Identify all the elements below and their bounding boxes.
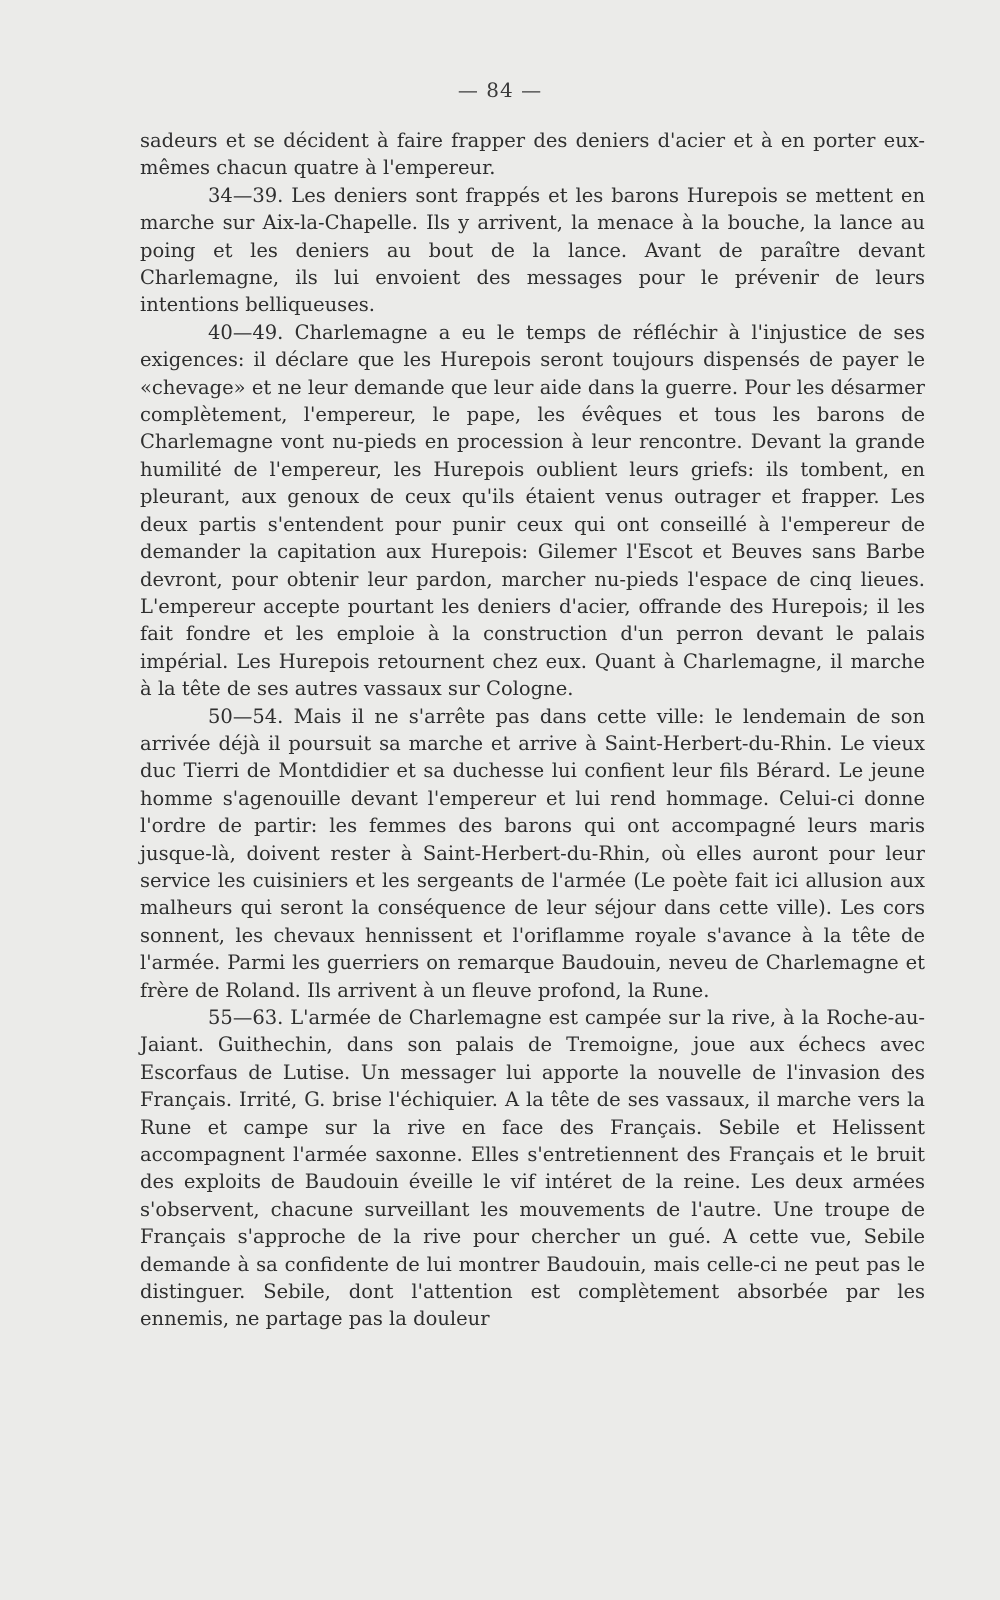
paragraph-text: Les deniers sont frappés et les barons Hurepois se mettent en marche sur Aix-la-Chapelle. Ils y arrivent, la menace à la bouche, la lance au poing et les deniers au bout de la lance. Avant de paraître devant Charlemagne, ils lui envoient des messages pour le prévenir de leurs intentions belliqueuses. xyxy=(140,183,925,317)
paragraph-50-54 xyxy=(140,703,925,1004)
paragraph-34-39 xyxy=(140,182,925,319)
paragraph-number: 55—63. xyxy=(208,1006,284,1029)
paragraph-text: L'armée de Charlemagne est campée sur la rive, à la Roche-au-Jaiant. Guithechin, dans son palais de Tremoigne, joue aux échecs avec Escorfaus de Lutise. Un messager lui apporte la nouvelle de l'invasion des Français. Irrité, G. brise l'échiquier. A la tête de ses vassaux, il marche vers la Rune et campe sur la rive en face des Français. Sebile et Helissent accompagnent l'armée saxonne. Elles s'entretiennent des Français et le bruit des exploits de Baudouin éveille le vif intéret de la reine. Les deux armées s'observent, chacune surveillant les mouvements de l'autre. Une troupe de Français s'approche de la rive pour chercher un gué. A cette vue, Sebile demande à sa confidente de lui montrer Baudouin, mais celle-ci ne peut pas le distinguer. Sebile, dont l'attention est complètement absorbée par les ennemis, ne partage pas la douleur xyxy=(140,1006,925,1331)
paragraph-55-63 xyxy=(140,1004,925,1333)
paragraph-number: 40—49. xyxy=(208,320,284,344)
paragraph-text: Charlemagne a eu le temps de réfléchir à l'injustice de ses exigences: il déclare que les Hurepois seront toujours dispensés de payer le «chevage» et ne leur demande que leur aide dans la guerre. Pour les désarmer complètement, l'empereur, le pape, les évêques et tous les barons de Charlemagne vont nu-pieds en procession à leur rencontre. Devant la grande humilité de l'empereur, les Hurepois oublient leurs griefs: ils tombent, en pleurant, aux genoux de ceux qu'ils étaient venus outrager et frapper. Les deux partis s'entendent pour punir ceux qui ont conseillé à l'empereur de demander la capitation aux Hurepois: Gilemer l'Escot et Beuves sans Barbe devront, pour obtenir leur pardon, marcher nu-pieds l'espace de cinq lieues. L'empereur accepte pourtant les deniers d'acier, offrande des Hurepois; il les fait fondre et les emploie à la construction d'un perron devant le palais impérial. Les Hurepois retournent chez eux. Quant à Charlemagne, il marche à la tête de ses autres vassaux sur Cologne. xyxy=(140,320,925,701)
paragraph-number: 34—39. xyxy=(208,183,284,207)
paragraph-continuation xyxy=(140,127,925,182)
paragraph-number: 50—54. xyxy=(208,704,284,728)
paragraph-text: Mais il ne s'arrête pas dans cette ville: le lendemain de son arrivée déjà il poursuit sa marche et arrive à Saint-Herbert-du-Rhin. Le vieux duc Tierri de Montdidier et sa duchesse lui confient leur fils Bérard. Le jeune homme s'agenouille devant l'empereur et lui rend hommage. Celui-ci donne l'ordre de partir: les femmes des barons qui ont accompagné leurs maris jusque-là, doivent rester à Saint-Herbert-du-Rhin, où elles auront pour leur service les cuisiniers et les sergeants de l'armée (Le poète fait ici allusion aux malheurs qui seront la conséquence de leur séjour dans cette ville). Les cors sonnent, les chevaux hennissent et l'oriflamme royale s'avance à la tête de l'armée. Parmi les guerriers on remarque Baudouin, neveu de Charlemagne et frère de Roland. Ils arrivent à un fleuve profond, la Rune. xyxy=(140,704,925,1002)
paragraph-40-49 xyxy=(140,319,925,703)
paragraph-text: sadeurs et se décident à faire frapper des deniers d'acier et à en porter eux-mêmes chacun quatre à l'empereur. xyxy=(140,129,925,180)
page-text xyxy=(140,127,925,1333)
page-number: — 84 — xyxy=(457,78,543,102)
